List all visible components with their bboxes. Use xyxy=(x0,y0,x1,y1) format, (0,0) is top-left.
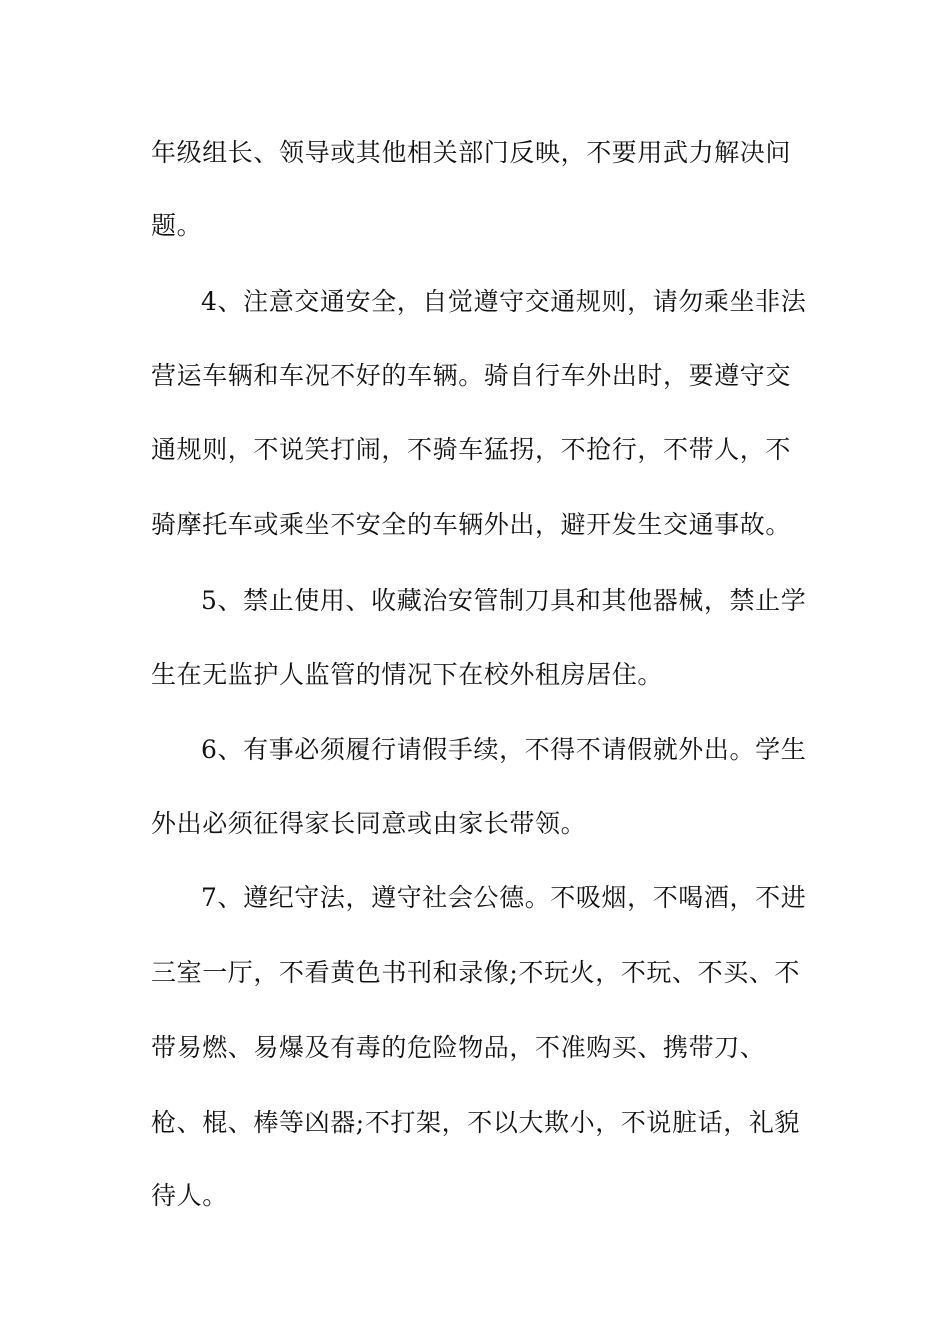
text-line: 带易燃、易爆及有毒的危险物品，不准购买、携带刀、 xyxy=(151,1033,766,1062)
text-line: 通规则，不说笑打闹，不骑车猛拐，不抢行，不带人，不 xyxy=(151,435,792,464)
text-line: 生在无监护人监管的情况下在校外租房居住。 xyxy=(151,660,664,689)
text-line: 骑摩托车或乘坐不安全的车辆外出，避开发生交通事故。 xyxy=(151,510,792,539)
text-line: 年级组长、领导或其他相关部门反映，不要用武力解决问 xyxy=(151,138,792,167)
paragraph-7-start: 7、遵纪守法，遵守社会公德。不吸烟，不喝酒，不进 xyxy=(201,883,807,912)
text-line: 三室一厅，不看黄色书刊和录像;不玩火，不玩、不买、不 xyxy=(151,958,801,987)
text-line: 待人。 xyxy=(151,1181,228,1210)
paragraph-6-start: 6、有事必须履行请假手续，不得不请假就外出。学生 xyxy=(201,735,807,764)
text-line: 题。 xyxy=(151,211,203,240)
paragraph-5-start: 5、禁止使用、收藏治安管制刀具和其他器械，禁止学 xyxy=(201,586,807,615)
text-line: 营运车辆和车况不好的车辆。骑自行车外出时，要遵守交 xyxy=(151,361,792,390)
paragraph-4-start: 4、注意交通安全，自觉遵守交通规则，请勿乘坐非法 xyxy=(201,287,807,316)
text-line: 枪、棍、棒等凶器;不打架，不以大欺小，不说脏话，礼貌 xyxy=(151,1108,801,1137)
text-line: 外出必须征得家长同意或由家长带领。 xyxy=(151,809,587,838)
